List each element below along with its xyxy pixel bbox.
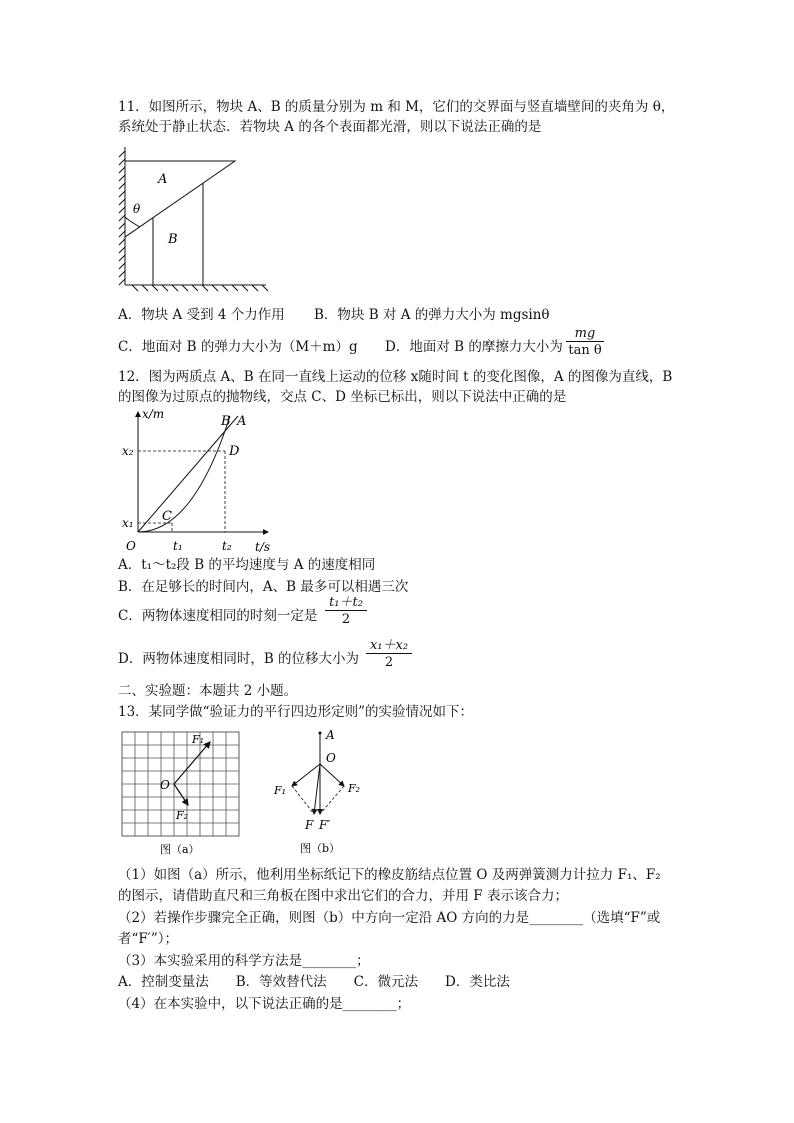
q12-graph: [118, 406, 278, 556]
x1-label: x₁: [122, 516, 134, 530]
q13-figure-b: [270, 726, 370, 856]
label-f2: F₂: [176, 809, 189, 822]
fraction-numerator: mg: [566, 327, 604, 342]
q11-stem-line2: 系统处于静止状态．若物块 A 的各个表面都光滑，则以下说法正确的是: [118, 119, 542, 135]
q12-option-d-fraction: [366, 639, 412, 670]
label-theta: θ: [133, 202, 141, 216]
curve-b-label: B: [221, 414, 231, 429]
q13-figure-a: [122, 732, 242, 857]
q13-part1-line1: （1）如图（a）所示，他利用坐标纸记下的橡皮筋结点位置 O 及两弹簧测力计拉力 F₁、F₂: [118, 867, 661, 883]
label-o: O: [160, 778, 170, 792]
t2-label: t₂: [222, 539, 232, 553]
section-heading: 二、实验题：本题共 2 小题。: [118, 683, 298, 699]
label-a: A: [158, 172, 168, 187]
caption-b: 图（b）: [300, 842, 341, 855]
label-f-prime: F′: [319, 818, 331, 832]
label-a: A: [326, 728, 335, 742]
line-a: [138, 416, 238, 532]
label-f2: F₂: [348, 782, 361, 795]
q11-option-a: A．物块 A 受到 4 个力作用: [118, 307, 285, 323]
caption-a: 图（a）: [160, 843, 200, 856]
t1-label: t₁: [173, 539, 183, 553]
point-c-label: C: [162, 509, 172, 524]
label-f1: F₁: [274, 784, 287, 797]
curve-a-label: A: [237, 414, 247, 429]
q13-part1-line2: 的图示，请借助直尺和三角板在图中求出它们的合力，并用 F 表示该合力；: [118, 888, 568, 904]
fraction-denominator: tan θ: [568, 343, 602, 358]
y-axis-label: x/m: [142, 407, 165, 421]
q13-part3-options: A．控制变量法 B．等效替代法 C．微元法 D．类比法: [118, 974, 510, 990]
q11-option-b: B．物块 B 对 A 的弹力大小为 mgsinθ: [314, 307, 550, 323]
q13-part2-line1: （2）若操作步骤完全正确，则图（b）中方向一定沿 AO 方向的力是________（选填“F”或: [118, 910, 661, 926]
q11-stem-line1: 11．如图所示，物块 A、B 的质量分别为 m 和 M，它们的交界面与竖直墙壁间的夹角为 θ，: [118, 99, 675, 115]
origin-label: O: [126, 539, 136, 553]
q13-stem: 13．某同学做“验证力的平行四边形定则”的实验情况如下：: [118, 704, 473, 720]
wall-hatching: [119, 147, 125, 285]
label-f1: F₁: [192, 733, 205, 746]
label-o: O: [326, 751, 336, 765]
q11-option-d-fraction: [566, 327, 604, 358]
q12-option-d: D．两物体速度相同时，B 的位移大小为: [118, 651, 360, 667]
q12-option-a: A．t₁～t₂段 B 的平均速度与 A 的速度相同: [118, 557, 376, 573]
vector-f1: [292, 764, 320, 786]
q12-stem-line1: 12．图为两质点 A、B 在同一直线上运动的位移 x随时间 t 的变化图像，A 的图像为直线，B: [118, 369, 673, 385]
label-b: B: [168, 232, 178, 247]
fraction-numerator: t₁＋t₂: [325, 596, 367, 611]
vector-f1: [174, 742, 210, 784]
vector-f2: [174, 784, 188, 805]
q11-figure: [118, 145, 278, 295]
q11-option-d: D．地面对 B 的摩擦力大小为: [385, 339, 563, 355]
q12-option-b: B．在足够长的时间内，A、B 最多可以相遇三次: [118, 579, 409, 595]
theta-arc: [125, 217, 140, 227]
vector-f: [314, 764, 320, 814]
fraction-denominator: 2: [384, 655, 394, 670]
q13-part3: （3）本实验采用的科学方法是________；: [118, 953, 370, 969]
q13-part4: （4）在本实验中，以下说法正确的是________；: [118, 996, 411, 1012]
fraction-numerator: x₁＋x₂: [366, 639, 412, 654]
vector-f2: [320, 764, 344, 786]
x-axis-label: t/s: [255, 540, 271, 554]
q12-option-c: C．两物体速度相同的时刻一定是: [118, 608, 318, 624]
q12-stem-line2: 的图像为过原点的抛物线，交点 C、D 坐标已标出，则以下说法中正确的是: [118, 389, 567, 405]
x2-label: x₂: [122, 444, 134, 458]
label-f: F: [305, 818, 314, 832]
point-d-label: D: [229, 444, 240, 459]
ground-hatching: [125, 285, 268, 291]
block-a: [125, 161, 235, 237]
q13-part2-line2: 者“F′”）；: [118, 931, 178, 947]
parabola-b: [138, 416, 230, 532]
q12-option-c-fraction: [325, 596, 367, 627]
q11-option-c: C．地面对 B 的弹力大小为（M＋m）g: [118, 339, 358, 355]
fraction-denominator: 2: [341, 612, 351, 627]
